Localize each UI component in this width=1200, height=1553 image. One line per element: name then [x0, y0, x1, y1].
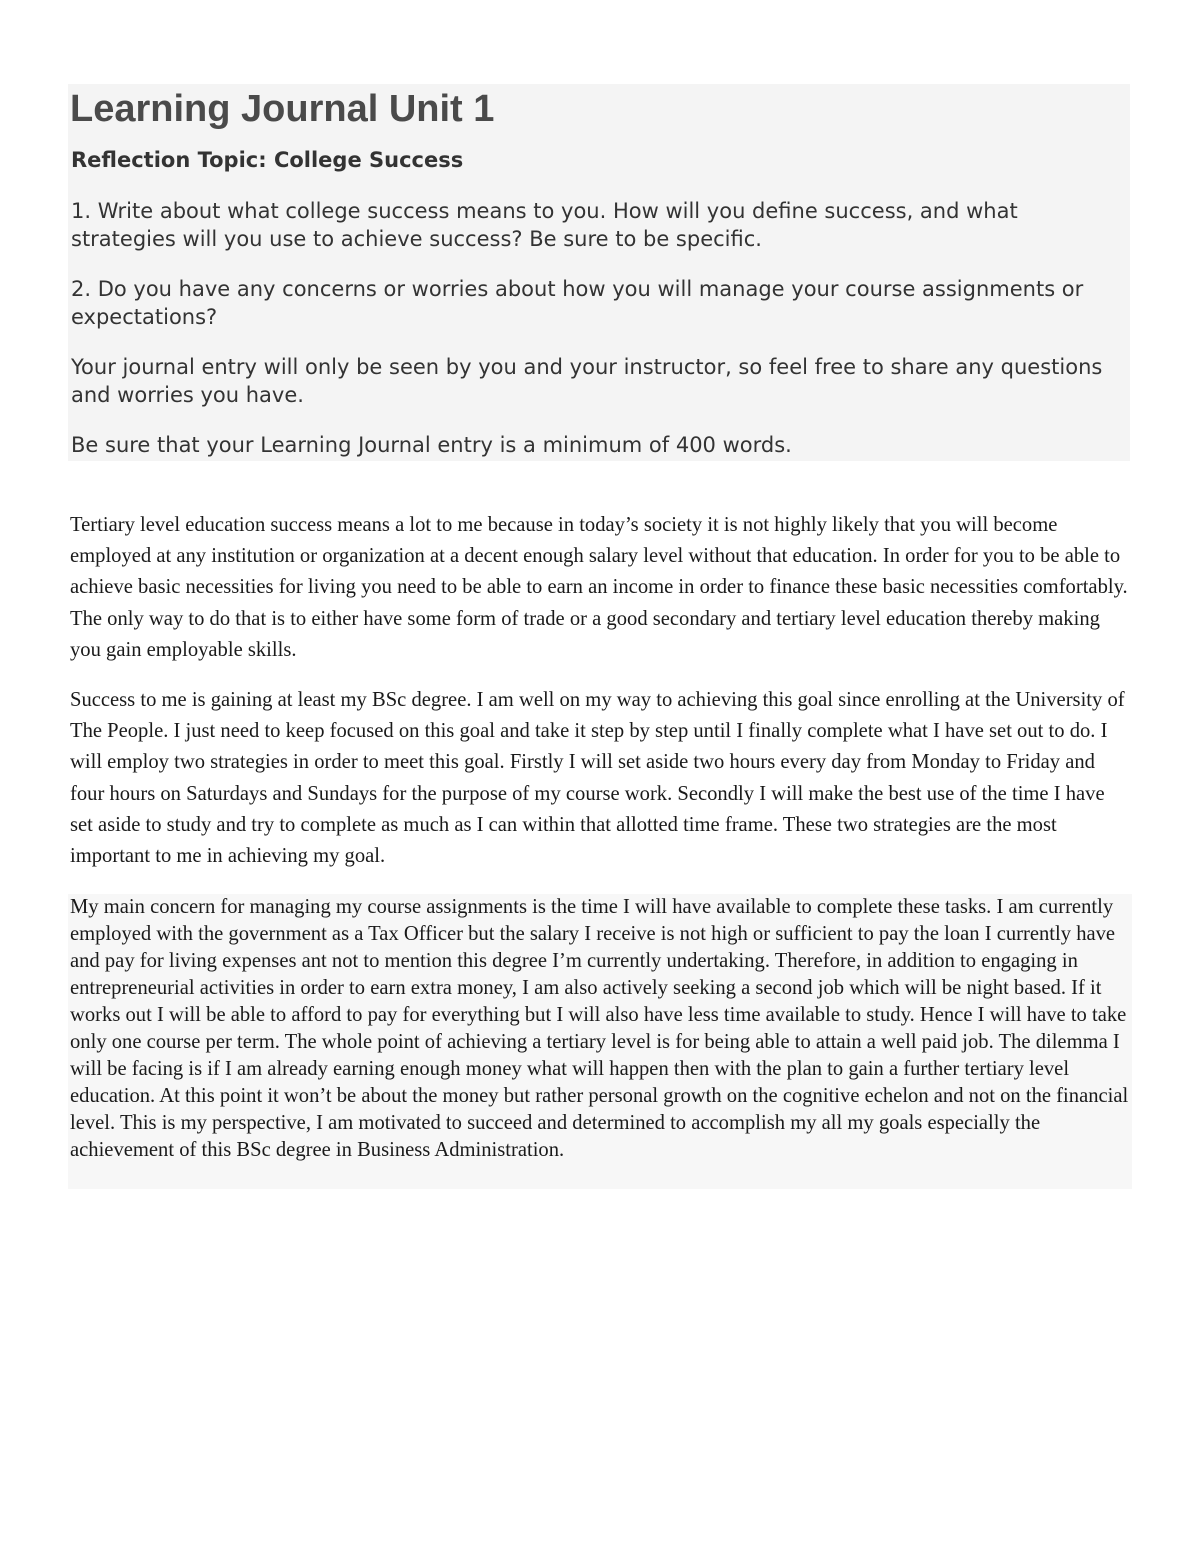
journal-paragraph-1: Tertiary level education success means a lot to me because in today’s society it is not highly likely that you will become employed at any institution or organization at a decent enough salary level without that education. In order for you to be able to achieve basic necessities for living you need to be able to earn an income in order to finance these basic necessities comfortably. The only way to do that is to either have some form of trade or a good secondary and tertiary level education thereby making you gain employable skills. [70, 514, 1128, 661]
journal-paragraph-2: Success to me is gaining at least my BSc degree. I am well on my way to achieving this goal since enrolling at the University of The People. I just need to keep focused on this goal and take it step by step until I finally complete what I have set out to do. I will employ two strategies in order to meet this goal. Firstly I will set aside two hours every day from Monday to Friday and four hours on Saturdays and Sundays for the purpose of my course work. Secondly I will make the best use of the time I have set aside to study and try to complete as much as I can within that allotted time frame. These two strategies are the most important to me in achieving my goal. [70, 689, 1125, 868]
prompt-question-2: 2. Do you have any concerns or worries about how you will manage your course assignments or expectations? [71, 277, 1084, 329]
assignment-prompt [68, 84, 1130, 461]
journal-paragraph-3: My main concern for managing my course assignments is the time I will have available to complete these tasks. I am currently employed with the government as a Tax Officer but the salary I receive is not high or sufficient to pay the loan I currently have and pay for living expenses ant not to mention this degree I’m currently undertaking. Therefore, in addition to engaging in entrepreneurial activities in order to earn extra money, I am also actively seeking a second job which will be night based. If it works out I will be able to afford to pay for everything but I will also have less time available to study. Hence I will have to take only one course per term. The whole point of achieving a tertiary level is for being able to attain a well paid job. The dilemma I will be facing is if I am already earning enough money what will happen then with the plan to gain a further tertiary level education. At this point it won’t be about the money but rather personal growth on the cognitive echelon and not on the financial level. This is my perspective, I am motivated to succeed and determined to accomplish my all my goals especially the achievement of this BSc degree in Business Administration. [68, 894, 1132, 1189]
privacy-note: Your journal entry will only be seen by you and your instructor, so feel free to share any questions and worries you have. [71, 355, 1103, 407]
reflection-topic: Reflection Topic: College Success [71, 148, 464, 172]
page-title: Learning Journal Unit 1 [70, 88, 495, 130]
prompt-question-1: 1. Write about what college success means to you. How will you define success, and what strategies will you use to achieve success? Be sure to be specific. [71, 199, 1018, 251]
word-count-requirement: Be sure that your Learning Journal entry is a minimum of 400 words. [71, 433, 792, 457]
